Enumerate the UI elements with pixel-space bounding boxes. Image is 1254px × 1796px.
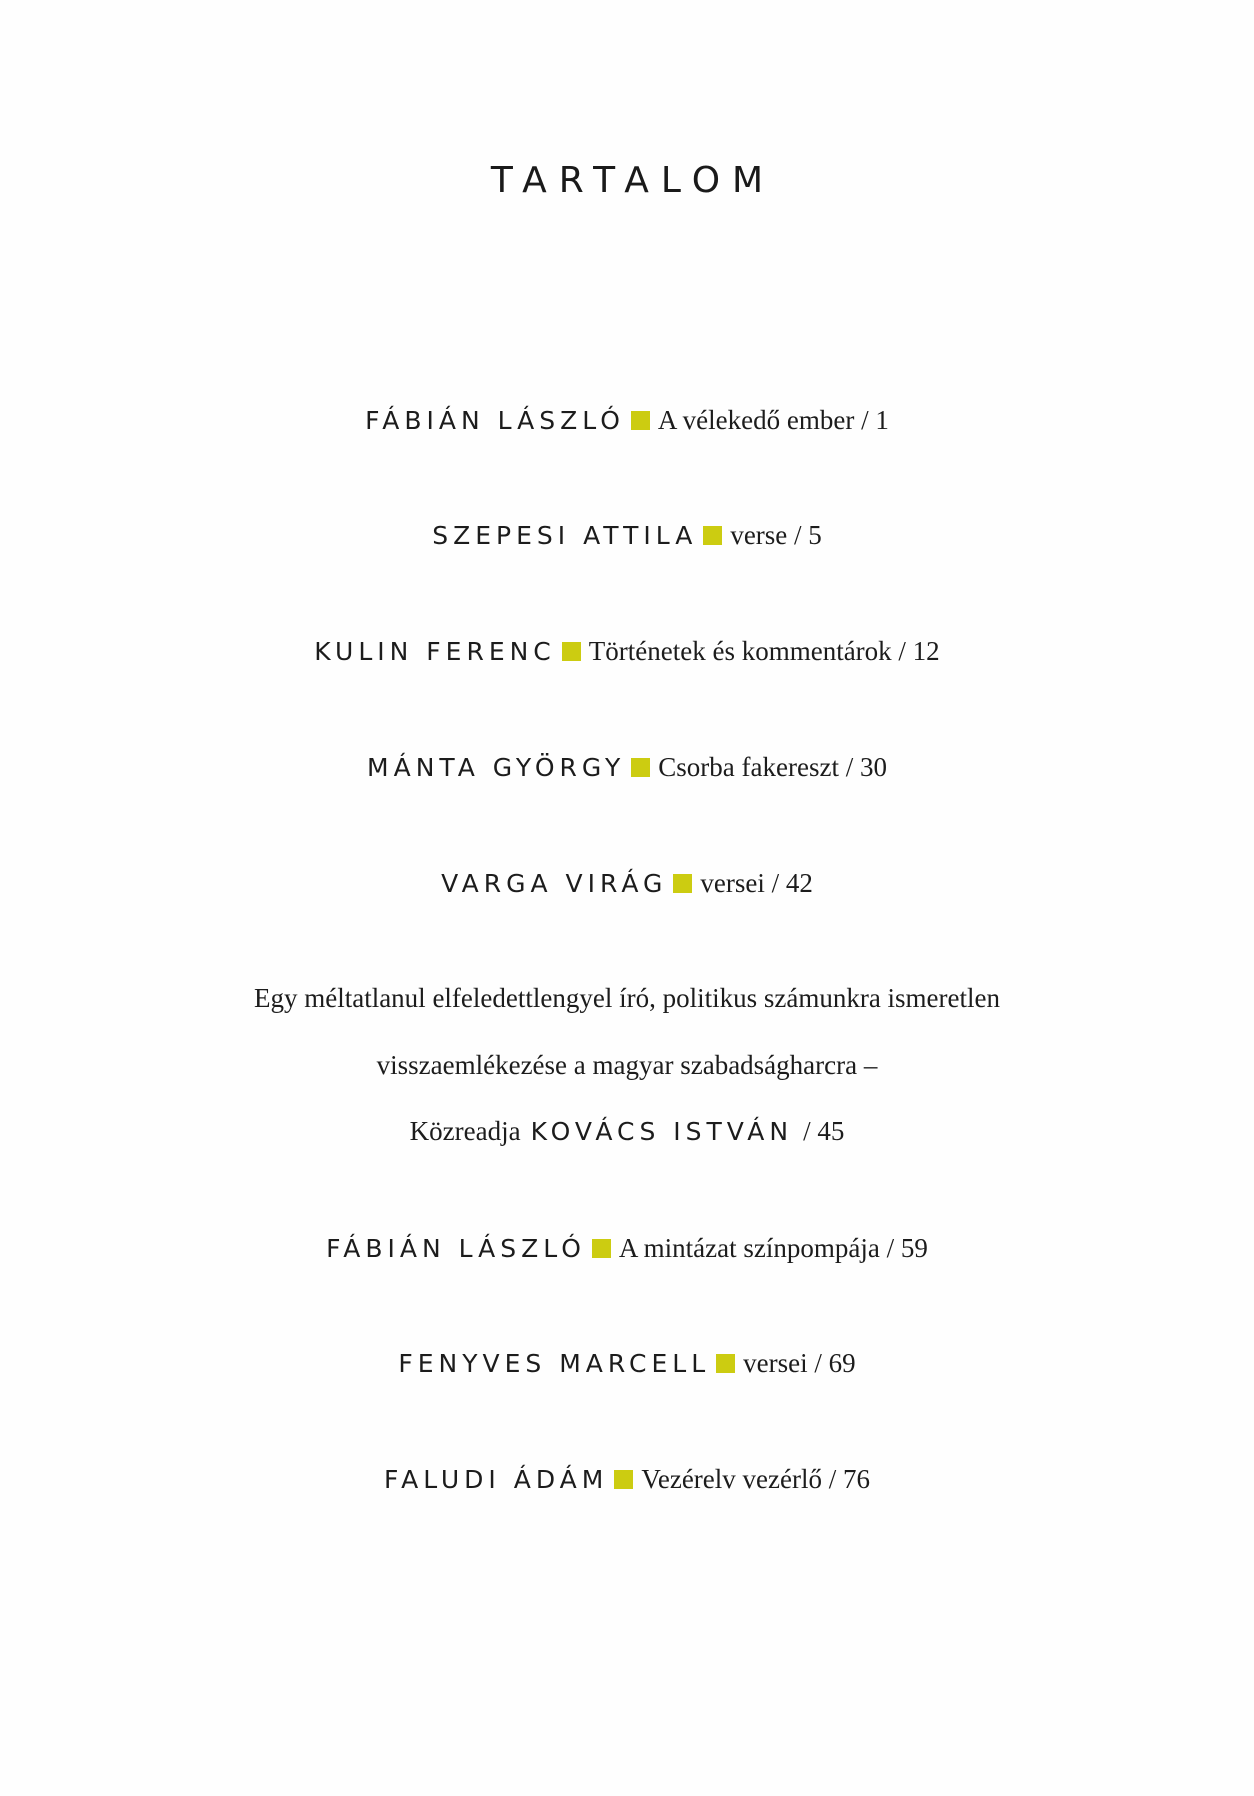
toc-entry [0, 631, 1254, 676]
toc-author: FENYVES MARCELL [398, 1349, 711, 1378]
square-bullet-icon [703, 526, 722, 545]
toc-entry [0, 747, 1254, 792]
toc-entry [0, 400, 1254, 445]
toc-work: Történetek és kommentárok / 12 [588, 636, 940, 666]
toc-entry [0, 863, 1254, 908]
toc-entry [0, 1459, 1254, 1504]
toc-work: versei / 42 [700, 868, 813, 898]
square-bullet-icon [673, 874, 692, 893]
toc-entry [0, 1228, 1254, 1273]
square-bullet-icon [562, 642, 581, 661]
toc-work: Csorba fakereszt / 30 [658, 752, 887, 782]
toc-author: MÁNTA GYÖRGY [367, 753, 626, 782]
special-entry-line-2: visszaemlékezése a magyar szabadságharcra – [376, 1050, 878, 1080]
square-bullet-icon [716, 1354, 735, 1373]
toc-author: FÁBIÁN LÁSZLÓ [326, 1234, 586, 1263]
toc-author: KULIN FERENC [314, 637, 556, 666]
special-entry-author: KOVÁCS ISTVÁN [530, 1117, 794, 1146]
square-bullet-icon [592, 1239, 611, 1258]
toc-work: A mintázat színpompája / 59 [618, 1233, 928, 1263]
square-bullet-icon [631, 411, 650, 430]
toc-work: verse / 5 [730, 520, 822, 550]
toc-work: Vezérelv vezérlő / 76 [641, 1464, 870, 1494]
special-entry-line-3 [0, 1111, 1254, 1152]
toc-author: SZEPESI ATTILA [432, 521, 698, 550]
special-entry-line-1: Egy méltatlanul elfeledettlengyel író, politikus számunkra ismeretlen [253, 983, 1001, 1013]
toc-author: FÁBIÁN LÁSZLÓ [365, 406, 625, 435]
special-entry-page: / 45 [803, 1116, 845, 1146]
toc-entry [0, 1343, 1254, 1388]
toc-author: FALUDI ÁDÁM [384, 1465, 609, 1494]
square-bullet-icon [614, 1470, 633, 1489]
square-bullet-icon [631, 758, 650, 777]
toc-work: A vélekedő ember / 1 [657, 405, 889, 435]
page-title: TARTALOM [490, 160, 776, 201]
special-entry-prefix: Közreadja [409, 1116, 521, 1146]
toc-work: versei / 69 [743, 1348, 856, 1378]
toc-author: VARGA VIRÁG [441, 869, 668, 898]
toc-entry [0, 515, 1254, 560]
